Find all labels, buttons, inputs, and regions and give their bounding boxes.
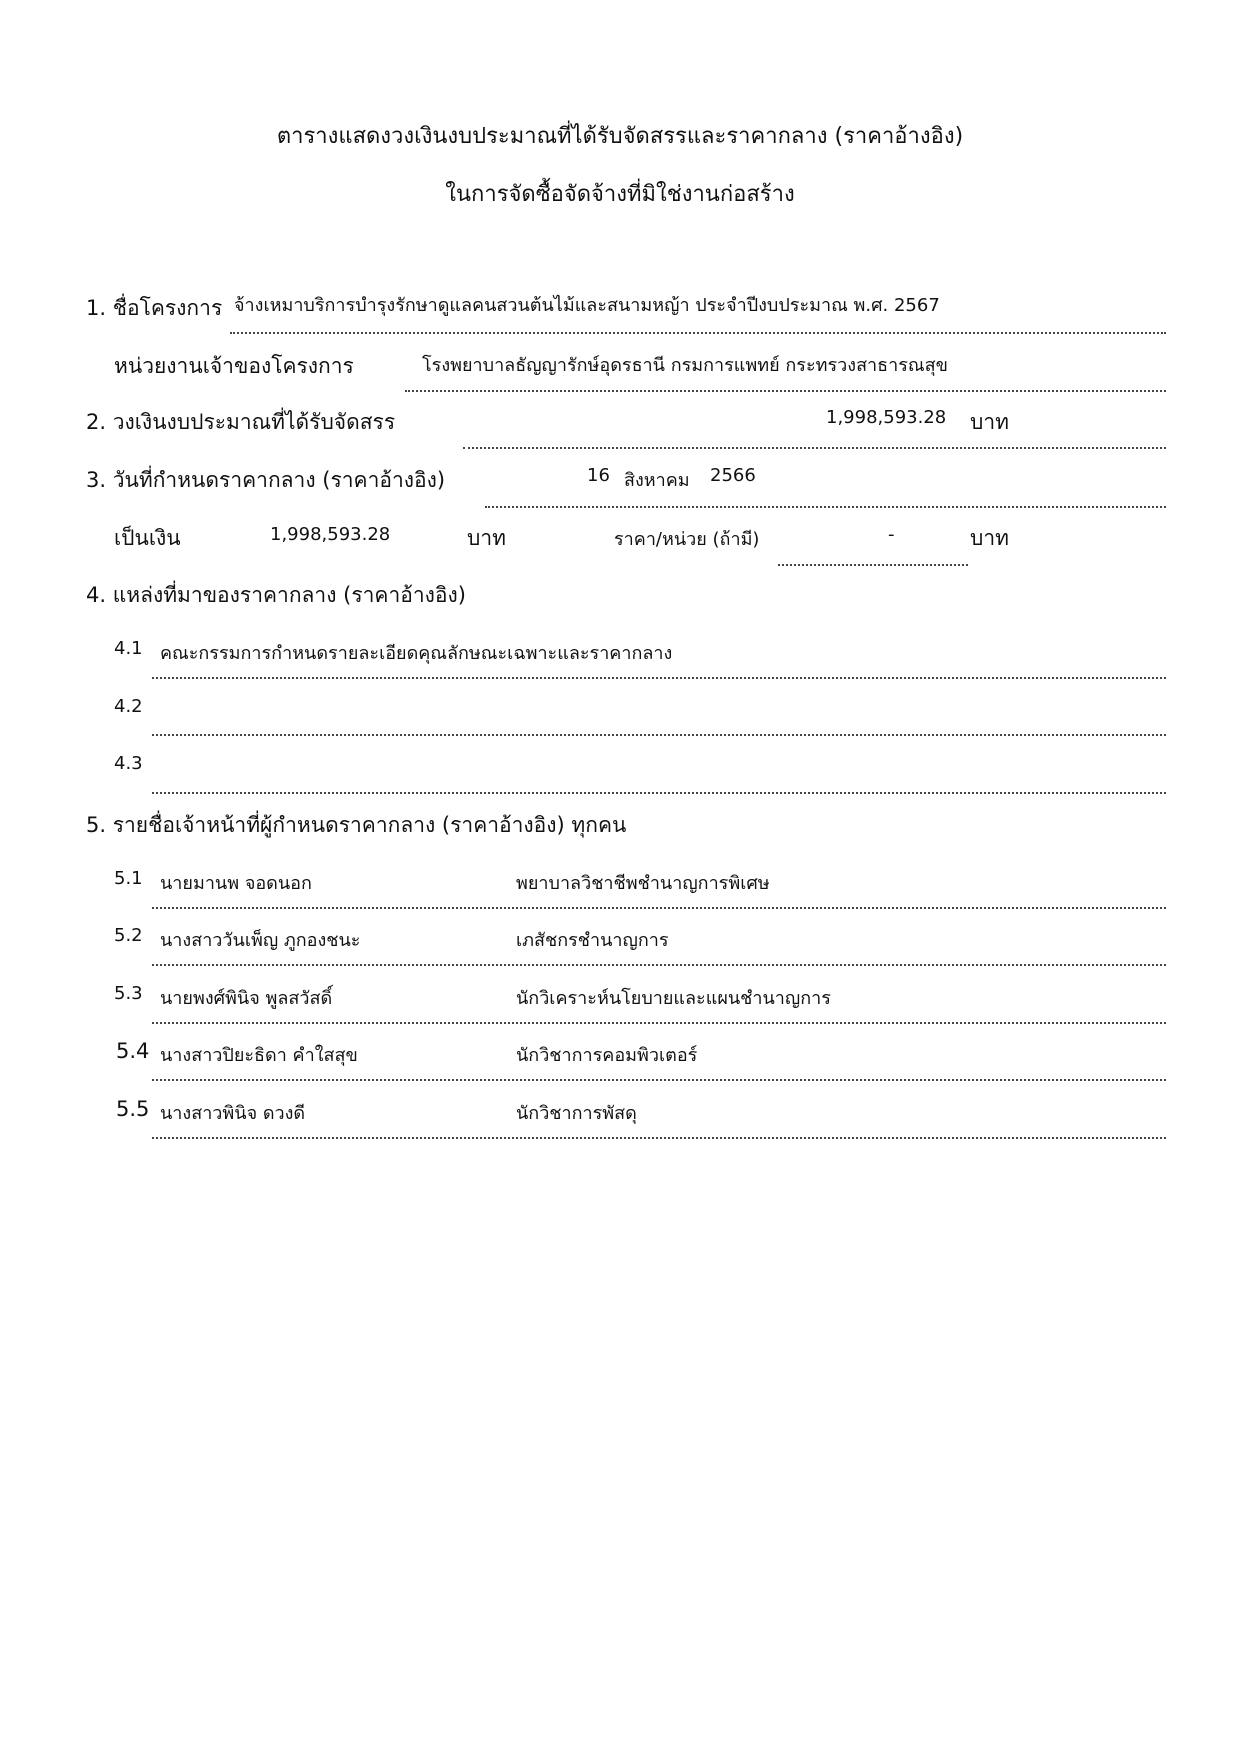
unit-price-unit: บาท (970, 526, 1009, 550)
source-item-dotline (152, 792, 1166, 794)
section1-label: 1. ชื่อโครงการ (86, 296, 223, 320)
source-item-dotline (152, 734, 1166, 736)
budget-amount: 1,998,593.28 (826, 407, 947, 428)
price-date-year: 2566 (710, 465, 756, 486)
owner-label: หน่วยงานเจ้าของโครงการ (114, 354, 354, 378)
staff-position: นักวิชาการคอมพิวเตอร์ (516, 1045, 698, 1066)
document-title-line1: ตารางแสดงวงเงินงบประมาณที่ได้รับจัดสรรและราคากลาง (ราคาอ้างอิง) (276, 124, 964, 149)
staff-item-number: 5.3 (114, 983, 143, 1004)
staff-position: พยาบาลวิชาชีพชำนาญการพิเศษ (516, 873, 770, 894)
staff-item-number: 5.4 (116, 1039, 150, 1063)
amount-unit: บาท (467, 526, 506, 550)
amount-label: เป็นเงิน (114, 526, 181, 550)
staff-name: นางสาววันเพ็ญ ภูกองชนะ (160, 930, 361, 951)
staff-item-number: 5.2 (114, 925, 143, 946)
staff-name: นายมานพ จอดนอก (160, 873, 312, 894)
source-item-number: 4.1 (114, 638, 143, 659)
owner-value: โรงพยาบาลธัญญารักษ์อุดรธานี กรมการแพทย์ กระทรวงสาธารณสุข (422, 355, 948, 376)
source-item-number: 4.2 (114, 696, 143, 717)
staff-dotline (152, 907, 1166, 909)
source-item-dotline (152, 677, 1166, 679)
staff-dotline (152, 1137, 1166, 1139)
project-name-dotline (230, 332, 1166, 334)
staff-item-number: 5.5 (116, 1097, 150, 1121)
section4-label: 4. แหล่งที่มาของราคากลาง (ราคาอ้างอิง) (86, 583, 466, 607)
document-title-line2: ในการจัดซื้อจัดจ้างที่มิใช่งานก่อสร้าง (445, 182, 795, 207)
staff-position: นักวิชาการพัสดุ (516, 1103, 637, 1124)
staff-dotline (152, 964, 1166, 966)
unit-price-label: ราคา/หน่วย (ถ้ามี) (614, 529, 760, 550)
project-name: จ้างเหมาบริการบำรุงรักษาดูแลคนสวนต้นไม้และสนามหญ้า ประจำปีงบประมาณ พ.ศ. 2567 (234, 295, 940, 316)
owner-dotline (405, 390, 1166, 392)
price-date-month: สิงหาคม (624, 470, 690, 491)
budget-unit: บาท (970, 410, 1009, 434)
section5-label: 5. รายชื่อเจ้าหน้าที่ผู้กำหนดราคากลาง (ราคาอ้างอิง) ทุกคน (86, 813, 627, 837)
staff-name: นางสาวปิยะธิดา คำใสสุข (160, 1045, 358, 1066)
staff-dotline (152, 1022, 1166, 1024)
section3-label: 3. วันที่กำหนดราคากลาง (ราคาอ้างอิง) (86, 468, 446, 492)
staff-position: เภสัชกรชำนาญการ (516, 930, 669, 951)
staff-position: นักวิเคราะห์นโยบายและแผนชำนาญการ (516, 988, 831, 1009)
unit-price-value: - (888, 524, 895, 545)
source-item-number: 4.3 (114, 753, 143, 774)
budget-dotline (463, 447, 1166, 449)
price-date-dotline (485, 506, 1166, 508)
source-item-text: คณะกรรมการกำหนดรายละเอียดคุณลักษณะเฉพาะและราคากลาง (160, 643, 673, 664)
staff-name: นางสาวพินิจ ดวงดี (160, 1103, 306, 1124)
price-date-day: 16 (587, 465, 610, 486)
unit-price-dotline (778, 564, 968, 566)
staff-dotline (152, 1079, 1166, 1081)
staff-name: นายพงศ์พินิจ พูลสวัสดิ์ (160, 988, 333, 1009)
staff-item-number: 5.1 (114, 868, 143, 889)
amount-value: 1,998,593.28 (270, 524, 391, 545)
section2-label: 2. วงเงินงบประมาณที่ได้รับจัดสรร (86, 410, 396, 434)
